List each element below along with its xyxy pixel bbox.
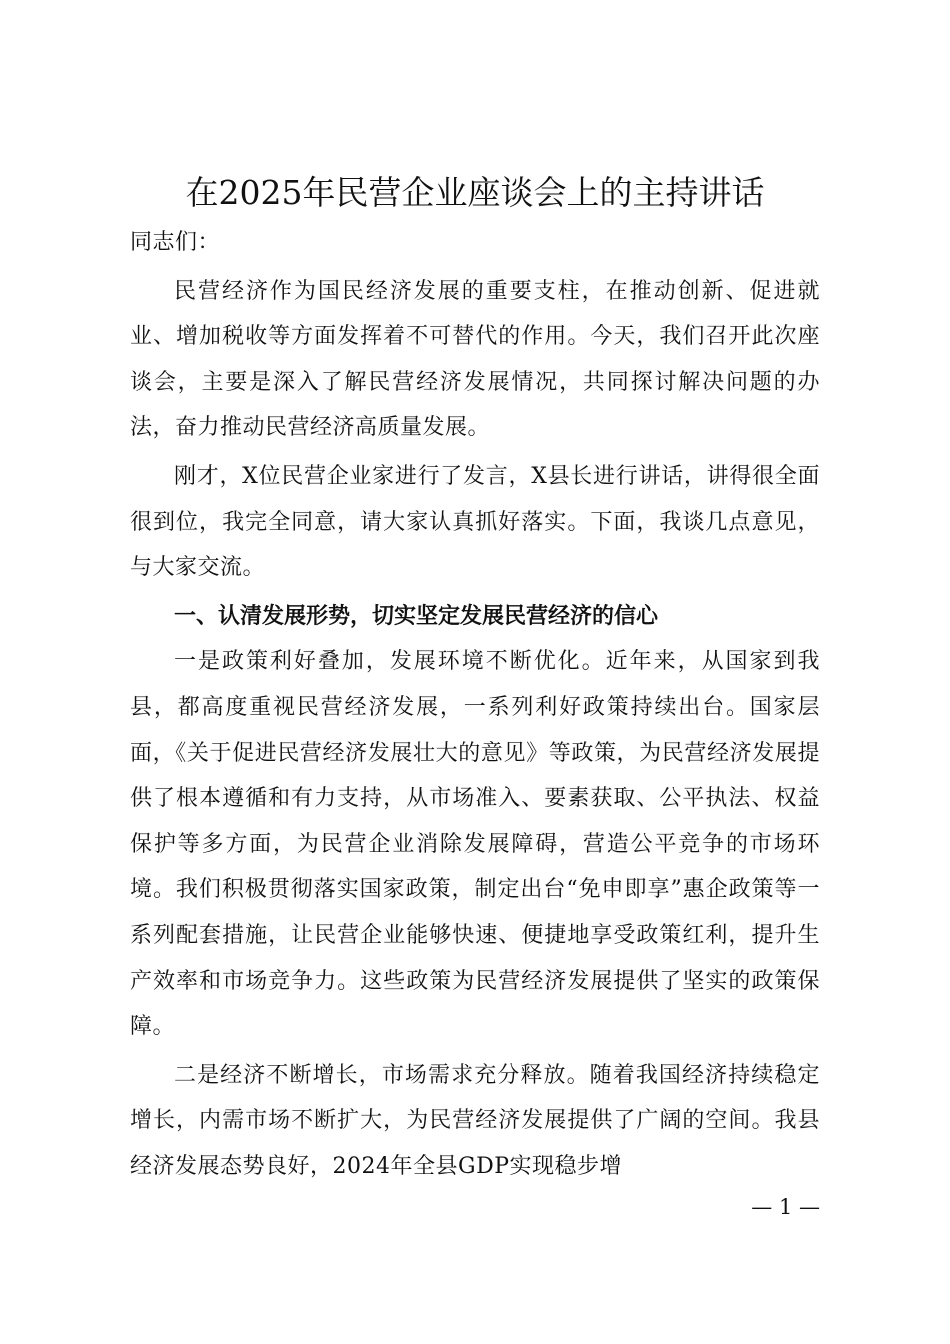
paragraph-intro: 民营经济作为国民经济发展的重要支柱，在推动创新、促进就业、增加税收等方面发挥着不可替代的作用。今天，我们召开此次座谈会，主要是深入了解民营经济发展情况，共同探讨解决问题的办法，奋力推动民营经济高质量发展。 [130,278,820,441]
document-title: 在2025年民营企业座谈会上的主持讲话 [185,173,765,212]
salutation: 同志们： [130,230,221,255]
paragraph-opinion: 刚才，X位民营企业家进行了发言，X县长进行讲话，讲得很全面很到位，我完全同意，请大家认真抓好落实。下面，我谈几点意见，与大家交流。 [130,463,820,581]
document-body [130,220,820,1189]
page-number: — 1 — [751,1195,820,1219]
section-heading: 一、认清发展形势，切实坚定发展民营经济的信心 [174,603,659,629]
paragraph-policy: 一是政策利好叠加，发展环境不断优化。近年来，从国家到我县，都高度重视民营经济发展，一系列利好政策持续出台。国家层面，《关于促进民营经济发展壮大的意见》等政策，为民营经济发展提供了根本遵循和有力支持，从市场准入、要素获取、公平执法、权益保护等多方面，为民营企业消除发展障碍，营造公平竞争的市场环境。我们积极贯彻落实国家政策，制定出台“免申即享”惠企政策等一系列配套措施，让民营企业能够快速、便捷地享受政策红利，提升生产效率和市场竞争力。这些政策为民营经济发展提供了坚实的政策保障。 [130,649,820,1040]
paragraph-economy: 二是经济不断增长，市场需求充分释放。随着我国经济持续稳定增长，内需市场不断扩大，为民营经济发展提供了广阔的空间。我县经济发展态势良好，2024年全县GDP实现稳步增 [130,1062,820,1179]
